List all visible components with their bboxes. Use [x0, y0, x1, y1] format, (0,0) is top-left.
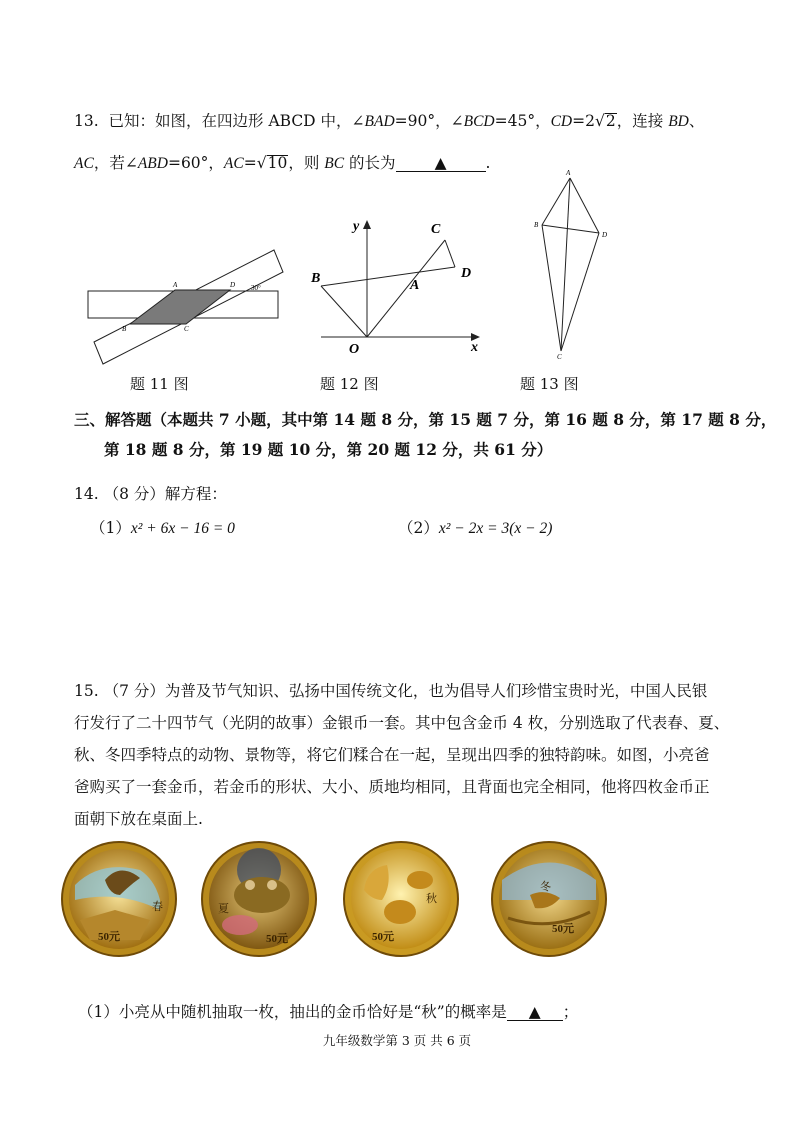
segment-bd: BD	[668, 113, 689, 130]
coin-summer	[200, 840, 318, 958]
season-char: 秋	[426, 893, 437, 905]
q13-text: =2	[572, 112, 595, 130]
page-footer: 九年级数学第 3 页 共 6 页	[322, 1033, 472, 1048]
q13-text: ，若∠	[93, 154, 138, 172]
angle-label: 30°	[251, 284, 261, 292]
segment-ac: AC	[223, 155, 244, 172]
sqrt-symbol: √	[595, 112, 605, 130]
q14-part-2	[398, 516, 552, 538]
angle-bad: BAD	[364, 113, 395, 130]
q15-sub-1-end: ；	[562, 1003, 579, 1021]
sqrt-value: 2	[605, 112, 616, 130]
line-ab	[542, 178, 570, 225]
figure-11	[80, 238, 290, 373]
q13-text: 、	[688, 112, 705, 130]
label-b: B	[534, 221, 539, 229]
answer-blank[interactable]: ▲	[396, 155, 486, 172]
season-char: 夏	[218, 903, 229, 915]
q13-line-2	[74, 151, 490, 173]
segment-ac: AC	[74, 155, 94, 172]
q13-text: ，连接	[616, 112, 669, 130]
q13-text: =60°，	[167, 154, 224, 172]
label-c: C	[431, 222, 441, 237]
label-x: x	[471, 340, 478, 355]
coin-value: 50元	[98, 931, 120, 943]
q15-line-4: 爸购买了一套金币，若金币的形状、大小、质地均相同，且背面也完全相同，他将四枚金币正	[74, 778, 710, 796]
sqrt-value: 10	[267, 154, 288, 172]
season-char: 春	[152, 901, 163, 913]
season-char: 冬	[540, 881, 551, 893]
coin-autumn	[342, 840, 460, 958]
q14-title: 14. （8 分）解方程：	[74, 485, 227, 503]
label-y: y	[353, 219, 360, 234]
segment-cd: CD	[550, 113, 573, 130]
label-d: D	[230, 281, 236, 289]
coin-winter	[490, 840, 608, 958]
q13-text: .	[485, 154, 491, 172]
q13-text: =	[243, 154, 257, 172]
equation: x² + 6x − 16 = 0	[130, 520, 235, 537]
figure-13	[525, 165, 625, 365]
coin-value: 50元	[266, 933, 288, 945]
line-bd	[542, 225, 599, 233]
segment-bc: BC	[324, 155, 345, 172]
figure-12-caption: 题 12 图	[320, 375, 379, 393]
label-d: D	[461, 266, 472, 281]
figure-13-caption: 题 13 图	[520, 375, 579, 393]
q13-text: 的长为	[344, 154, 396, 172]
q15-line-5: 面朝下放在桌面上.	[74, 810, 203, 828]
label-a: A	[410, 278, 420, 293]
q13-line-1	[74, 109, 704, 131]
figure-12	[305, 212, 490, 362]
section-heading: 三、解答题（本题共 7 小题，其中第 14 题 8 分，第 15 题 7 分，第 16 题 8 分，第 17 题 8 分，	[74, 410, 777, 429]
section-heading-cont: 第 18 题 8 分，第 19 题 10 分，第 20 题 12 分，共 61 分）	[104, 440, 553, 459]
line-bd	[321, 267, 455, 286]
label-a: A	[566, 169, 571, 177]
coin-spring	[60, 840, 178, 958]
label-b: B	[122, 325, 127, 333]
q13-text: =90°，∠	[394, 112, 464, 130]
line-ac	[561, 178, 570, 351]
y-axis-arrow	[363, 220, 371, 229]
q15-sub-1-text: （1）小亮从中随机抽取一枚，抽出的金币恰好是“秋”的概率是	[78, 1003, 507, 1021]
sqrt-symbol: √	[256, 154, 267, 172]
angle-abd: ABD	[137, 155, 168, 172]
q13-text: ，则	[288, 154, 325, 172]
answer-blank[interactable]: ▲	[507, 1004, 563, 1021]
label-b: B	[311, 271, 321, 286]
q13-text: 已知：如图，在四边形 ABCD 中，∠	[108, 112, 365, 130]
line-oc	[367, 240, 445, 337]
label-c: C	[184, 325, 189, 333]
coin-value: 50元	[552, 923, 574, 935]
q13-text: =45°，	[494, 112, 551, 130]
equation: x² − 2x = 3(x − 2)	[438, 520, 553, 537]
label-o: O	[349, 342, 360, 357]
q15-line-2: 行发行了二十四节气（光阴的故事）金银币一套。其中包含金币 4 枚，分别选取了代表春、夏、	[74, 714, 730, 732]
q14-part-1	[90, 516, 235, 538]
label-a: A	[173, 281, 178, 289]
q15-line-3: 秋、冬四季特点的动物、景物等，将它们糅合在一起，呈现出四季的独特韵味。如图，小亮爸	[74, 746, 710, 764]
figure-11-caption: 题 11 图	[130, 375, 189, 393]
angle-bcd: BCD	[463, 113, 495, 130]
line-ob	[321, 286, 367, 337]
q13-number: 13.	[74, 112, 99, 130]
line-ad	[570, 178, 599, 233]
line-bc	[542, 225, 561, 351]
label-c: C	[557, 353, 562, 361]
q15-line-1: 15. （7 分）为普及节气知识、弘扬中国传统文化，也为倡导人们珍惜宝贵时光，中国人民银	[74, 682, 708, 700]
label-d: D	[602, 231, 608, 239]
q15-sub-1	[78, 1000, 578, 1022]
part-label: （1）	[90, 519, 131, 537]
part-label: （2）	[398, 519, 439, 537]
line-cd	[445, 240, 455, 267]
coin-value: 50元	[372, 931, 394, 943]
